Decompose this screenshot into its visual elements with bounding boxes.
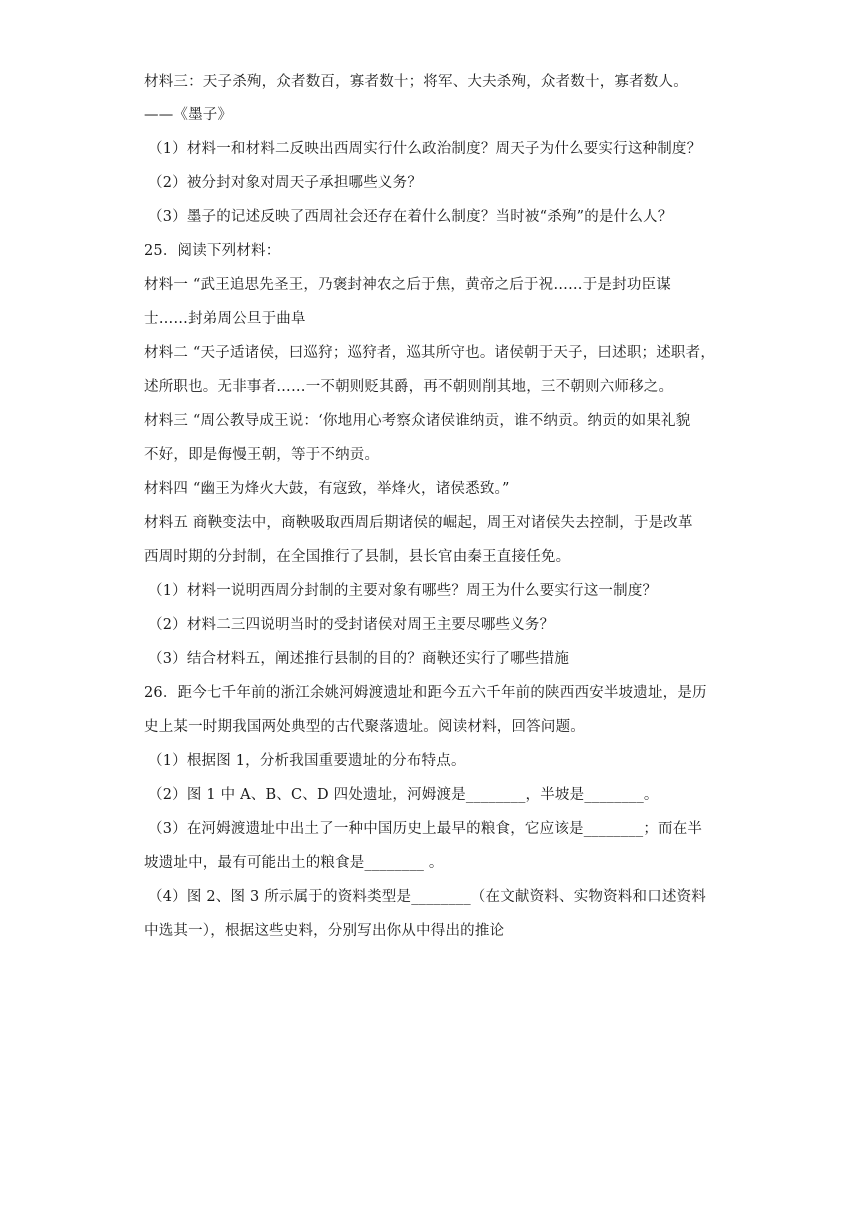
q25-material-five-line1: 材料五 商鞅变法中，商鞅吸取西周后期诸侯的崛起，周王对诸侯失去控制，于是改革	[144, 515, 693, 531]
question-25-1: （1）材料一说明西周分封制的主要对象有哪些？周王为什么要实行这一制度？	[148, 583, 658, 599]
question-25-heading: 25．阅读下列材料：	[144, 243, 281, 259]
q25-material-two-line1: 材料二 “天子适诸侯，曰巡狩；巡狩者，巡其所守也。诸侯朝于天子，曰述职；述职者，	[144, 345, 716, 361]
question-24-1: （1）材料一和材料二反映出西周实行什么政治制度？周天子为什么要实行这种制度？	[148, 141, 702, 157]
source-citation: ——《墨子》	[144, 107, 233, 123]
question-26-3-line2: 坡遗址中，最有可能出土的粮食是________ 。	[144, 855, 444, 871]
q25-material-two-line2: 述所职也。无非事者……一不朝则贬其爵，再不朝则削其地，三不朝则六师移之。	[144, 379, 674, 395]
q25-material-three-line2: 不好，即是侮慢王朝，等于不纳贡。	[144, 447, 380, 463]
question-26-4-line2: 中选其一），根据这些史料，分别写出你从中得出的推论	[144, 923, 505, 939]
material-three-text: 材料三：天子杀殉，众者数百，寡者数十；将军、大夫杀殉，众者数十，寡者数人。	[144, 74, 688, 90]
question-25-2: （2）材料二三四说明当时的受封诸侯对周王主要尽哪些义务？	[148, 617, 555, 633]
q25-material-one-line2: 士……封弟周公旦于曲阜	[144, 311, 306, 327]
question-26-4-line1: （4）图 2、图 3 所示属于的资料类型是________（在文献资料、实物资料和口述资料	[148, 889, 707, 905]
q25-material-four: 材料四 “幽王为烽火大鼓，有寇致，举烽火，诸侯悉致。”	[144, 481, 510, 497]
question-25-3: （3）结合材料五，阐述推行县制的目的？商鞅还实行了哪些措施	[148, 651, 570, 667]
q25-material-five-line2: 西周时期的分封制，在全国推行了县制，县长官由秦王直接任免。	[144, 549, 571, 565]
q25-material-one-line1: 材料一 “武王追思先圣王，乃褒封神农之后于焦，黄帝之后于祝……于是封功臣谋	[144, 277, 671, 293]
question-26-2: （2）图 1 中 A、B、C、D 四处遗址，河姆渡是________，半坡是________。	[148, 787, 659, 803]
question-26-intro-line2: 史上某一时期我国两处典型的古代聚落遗址。阅读材料，回答问题。	[144, 719, 585, 735]
q25-material-three-line1: 材料三 “周公教导成王说：‘你地用心考察众诸侯谁纳贡，谁不纳贡。纳贡的如果礼貌	[144, 413, 691, 429]
question-26-1: （1）根据图 1，分析我国重要遗址的分布特点。	[148, 753, 466, 769]
question-24-2: （2）被分封对象对周天子承担哪些义务？	[148, 175, 423, 191]
question-26-intro-line1: 26．距今七千年前的浙江余姚河姆渡遗址和距今五六千年前的陕西西安半坡遗址，是历	[144, 685, 707, 701]
question-26-3-line1: （3）在河姆渡遗址中出土了一种中国历史上最早的粮食，它应该是________；而在半	[148, 821, 703, 837]
question-24-3: （3）墨子的记述反映了西周社会还存在着什么制度？当时被“杀殉”的是什么人？	[148, 209, 673, 225]
